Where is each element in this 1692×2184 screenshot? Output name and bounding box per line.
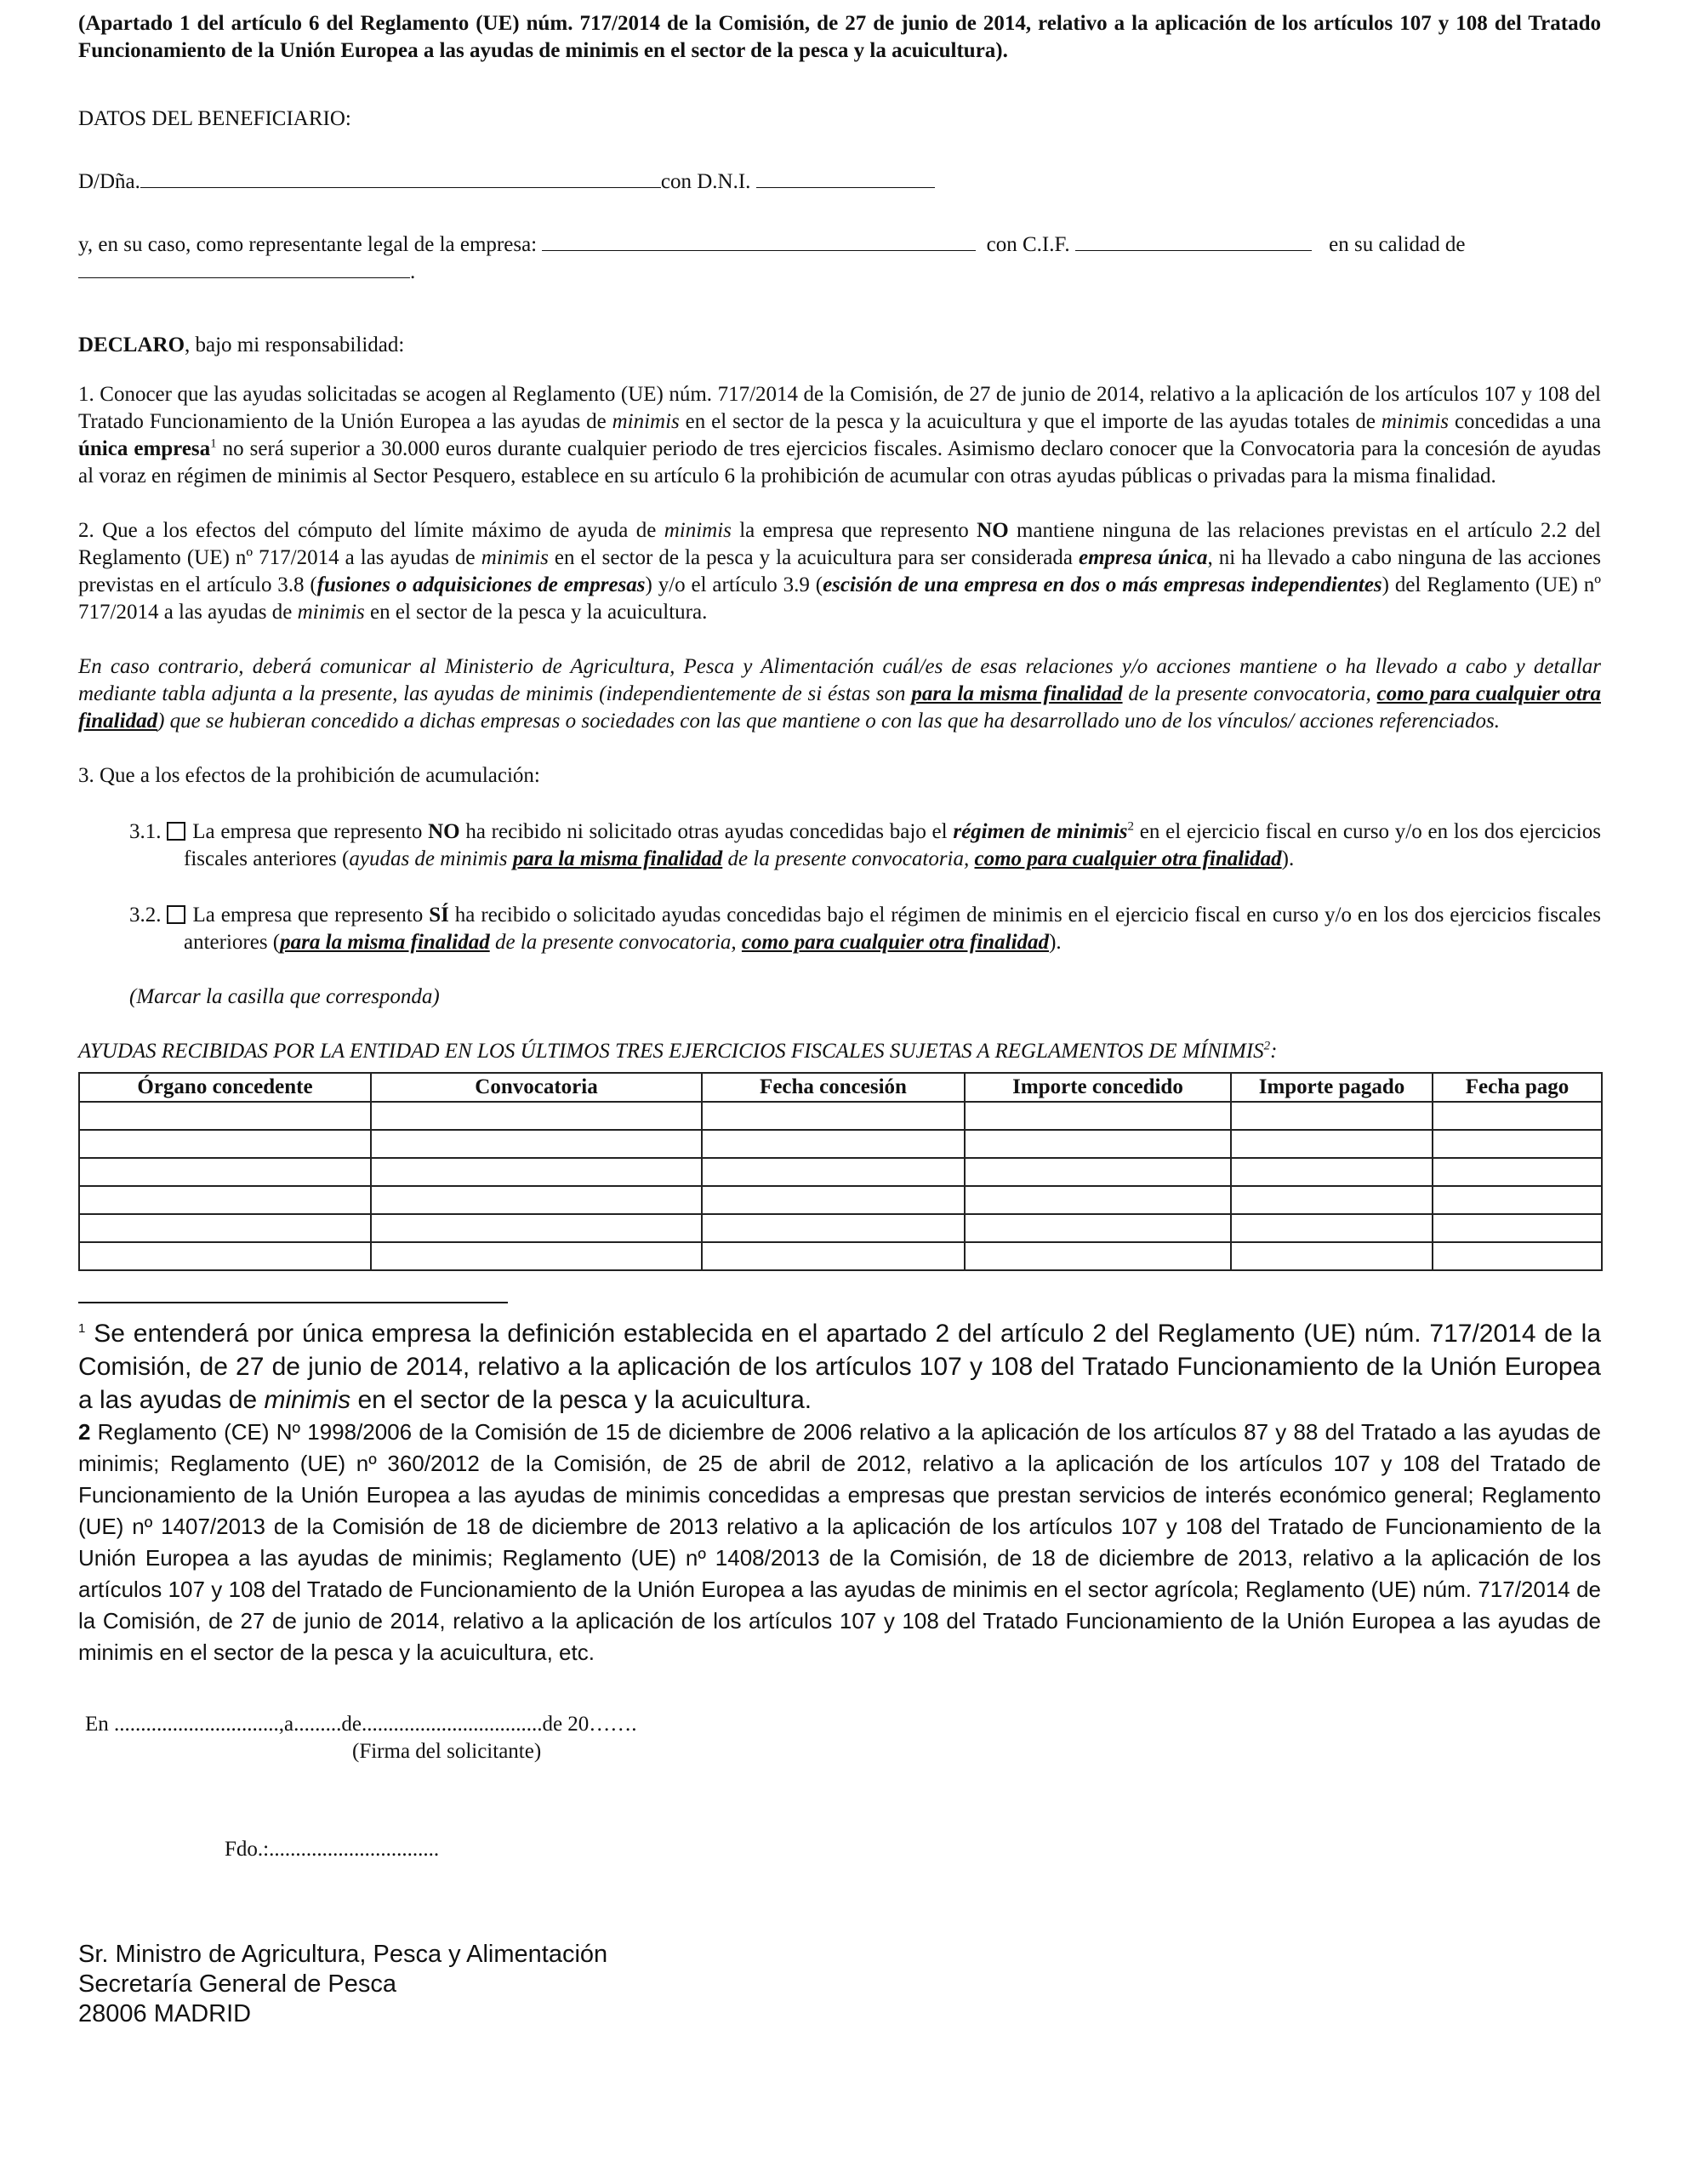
address-line-2: Secretaría General de Pesca	[78, 1970, 396, 1998]
option-3-1	[78, 818, 1601, 873]
footnote-1-text-b: en el sector de la pesca y la acuicultura.	[350, 1386, 812, 1414]
p2b-text-c: ) que se hubieran concedido a dichas empresas o sociedades con las que mantiene o con las que ha desarrollado uno de los vínculos/ acciones referenciados.	[157, 710, 1501, 733]
declaration-point-3: 3. Que a los efectos de la prohibición de acumulación:	[78, 764, 540, 787]
table-cell[interactable]	[371, 1102, 702, 1130]
table-cell[interactable]	[1231, 1158, 1433, 1186]
table-row	[79, 1130, 1602, 1158]
p2-text-a: 2. Que a los efectos del cómputo del límite máximo de ayuda de	[78, 519, 664, 542]
footnote-1-minimis: minimis	[264, 1386, 351, 1414]
p2-minimis-2: minimis	[481, 546, 549, 569]
p1-text-b: en el sector de la pesca y la acuicultura y que el importe de las ayudas totales de	[679, 410, 1382, 433]
p32-text-c: de la presente convocatoria,	[489, 931, 742, 954]
beneficiary-name-line	[78, 168, 1601, 196]
fdo-line: Fdo.:................................	[225, 1838, 440, 1861]
footnote-1	[78, 1317, 1601, 1417]
declaro-line	[78, 332, 1601, 359]
table-cell[interactable]	[371, 1158, 702, 1186]
p1-minimis-2: minimis	[1381, 410, 1450, 433]
p31-footnote-ref: 2	[1127, 819, 1135, 834]
p2-text-d: en el sector de la pesca y la acuicultura para ser considerada	[548, 546, 1080, 569]
aid-table-title-text: AYUDAS RECIBIDAS POR LA ENTIDAD EN LOS ÚLTIMOS TRES EJERCICIOS FISCALES SUJETAS A REGLAMENTOS DE MÍNIMIS	[78, 1040, 1264, 1063]
place-date-line: En ...............................,a.........de..................................de 20…….	[85, 1713, 637, 1736]
p2-text-h: en el sector de la pesca y la acuicultura.	[364, 601, 708, 624]
table-cell[interactable]	[965, 1242, 1231, 1270]
table-cell[interactable]	[79, 1130, 371, 1158]
cif-field[interactable]	[1075, 231, 1312, 251]
name-field[interactable]	[140, 168, 661, 188]
table-row	[79, 1242, 1602, 1270]
table-cell[interactable]	[965, 1186, 1231, 1214]
calidad-label: en su calidad de	[1329, 233, 1466, 256]
table-cell[interactable]	[1231, 1242, 1433, 1270]
option-3-1-checkbox[interactable]	[167, 822, 185, 841]
header-fecha-pago: Fecha pago	[1433, 1073, 1602, 1102]
p32-text-b: ha recibido o solicitado ayudas concedidas bajo el régimen de minimis en el ejercicio fiscal en curso y/o en los dos ejercicios fiscales anteriores (	[184, 904, 1602, 954]
table-cell[interactable]	[1433, 1158, 1602, 1186]
p32-text-a: La empresa que represento	[192, 904, 430, 927]
declaro-rest: , bajo mi responsabilidad:	[185, 334, 405, 356]
aid-table-title	[78, 1038, 1601, 1065]
p31-otra-finalidad: como para cualquier otra finalidad	[974, 847, 1282, 870]
p2-minimis-1: minimis	[664, 519, 732, 542]
table-cell[interactable]	[1231, 1102, 1433, 1130]
dni-field[interactable]	[756, 168, 935, 188]
p32-si: SÍ	[429, 904, 449, 927]
table-cell[interactable]	[1433, 1102, 1602, 1130]
p2-text-b: la empresa que represento	[731, 519, 977, 542]
table-cell[interactable]	[1231, 1186, 1433, 1214]
table-cell[interactable]	[702, 1214, 965, 1242]
table-cell[interactable]	[965, 1214, 1231, 1242]
declaration-point-2-contrary	[78, 653, 1601, 735]
footnote-1-number: 1	[78, 1321, 86, 1336]
beneficiary-heading: DATOS DEL BENEFICIARIO:	[78, 107, 351, 130]
representative-label: y, en su caso, como representante legal de la empresa:	[78, 233, 538, 256]
table-cell[interactable]	[371, 1186, 702, 1214]
p31-text-f: ).	[1281, 847, 1295, 870]
table-cell[interactable]	[79, 1158, 371, 1186]
option-3-2	[78, 902, 1601, 956]
p2b-text-a: En caso contrario, deberá comunicar al Ministerio de Agricultura, Pesca y Alimentación cuál/es de esas relaciones y/o acciones mantiene o ha llevado a cabo y detallar mediante tabla adjunta a la presente, las ayudas de minimis (independientemente de si éstas son	[78, 655, 1601, 705]
header-organo: Órgano concedente	[79, 1073, 371, 1102]
p1-minimis-1: minimis	[612, 410, 680, 433]
p2-minimis-3: minimis	[297, 601, 365, 624]
declaration-point-2	[78, 517, 1601, 626]
aid-table-title-end: :	[1270, 1040, 1278, 1063]
p2-text-g: ) del Reglamento (UE) nº 717/2014 a las ayudas de	[78, 573, 1601, 624]
p31-text-a: La empresa que represento	[192, 820, 429, 843]
table-cell[interactable]	[965, 1102, 1231, 1130]
p2-escision: escisión de una empresa en dos o más empresas independientes	[823, 573, 1382, 596]
table-row	[79, 1158, 1602, 1186]
p1-unica-empresa: única empresa	[78, 437, 211, 460]
p2b-text-b: de la presente convocatoria,	[1122, 682, 1377, 705]
aid-table	[78, 1072, 1603, 1271]
recipient-address	[78, 1940, 1601, 2029]
table-row	[79, 1186, 1602, 1214]
p31-text-d: ayudas de minimis	[349, 847, 513, 870]
header-fecha-concesion: Fecha concesión	[702, 1073, 965, 1102]
p32-otra-finalidad: como para cualquier otra finalidad	[741, 931, 1050, 954]
representative-line	[78, 231, 1601, 259]
p31-text-b: ha recibido ni solicitado otras ayudas concedidas bajo el	[459, 820, 954, 843]
p32-text-d: ).	[1049, 931, 1062, 954]
table-cell[interactable]	[79, 1186, 371, 1214]
table-cell[interactable]	[702, 1102, 965, 1130]
p1-text-c: concedidas a una	[1449, 410, 1601, 433]
p1-text-a: 1. Conocer que las ayudas solicitadas se acogen al Reglamento (UE) núm. 717/2014 de la Comisión, de 27 de junio de 2014, relativo a la aplicación de los artículos 107 y 108 del Tratado Funcionamiento de la Unión Europea a las ayudas de	[78, 383, 1601, 433]
address-line-1: Sr. Ministro de Agricultura, Pesca y Alimentación	[78, 1941, 608, 1968]
table-cell[interactable]	[702, 1186, 965, 1214]
declaration-point-1	[78, 381, 1601, 490]
signature-caption: (Firma del solicitante)	[352, 1740, 542, 1763]
declaro-bold: DECLARO	[78, 334, 185, 356]
table-cell[interactable]	[1433, 1214, 1602, 1242]
header-importe-concedido: Importe concedido	[965, 1073, 1231, 1102]
table-cell[interactable]	[965, 1130, 1231, 1158]
mark-instruction: (Marcar la casilla que corresponda)	[129, 985, 440, 1008]
p1-footnote-ref: 1	[210, 436, 217, 451]
footnote-2-number: 2	[78, 1419, 91, 1445]
intro-paragraph: (Apartado 1 del artículo 6 del Reglamento (UE) núm. 717/2014 de la Comisión, de 27 de junio de 2014, relativo a la aplicación de los artículos 107 y 108 del Tratado Funcionamiento de la Unión Europea a las ayudas de minimis en el sector de la pesca y la acuicultura).	[78, 12, 1601, 62]
option-3-2-checkbox[interactable]	[167, 905, 185, 924]
header-convocatoria: Convocatoria	[371, 1073, 702, 1102]
p2-empresa-unica: empresa única	[1079, 546, 1208, 569]
table-cell[interactable]	[702, 1130, 965, 1158]
p2-no: NO	[977, 519, 1009, 542]
aid-table-header-row	[79, 1073, 1602, 1102]
option-3-2-number: 3.2.	[129, 904, 162, 927]
p31-text-c: en el ejercicio fiscal en curso y/o en los dos ejercicios fiscales anteriores (	[184, 820, 1601, 870]
p31-misma-finalidad: para la misma finalidad	[512, 847, 723, 870]
table-cell[interactable]	[371, 1130, 702, 1158]
p31-text-e: de la presente convocatoria,	[722, 847, 975, 870]
p2b-otra-finalidad: como para cualquier otra finalidad	[78, 682, 1601, 733]
table-cell[interactable]	[1231, 1214, 1433, 1242]
cif-label: con C.I.F.	[986, 233, 1070, 256]
p2-text-c: mantiene ninguna de las relaciones previstas en el artículo 2.2 del Reglamento (UE) nº 717/2014 a las ayudas de	[78, 519, 1601, 569]
table-cell[interactable]	[371, 1242, 702, 1270]
table-row	[79, 1214, 1602, 1242]
p2-text-e: , ni ha llevado a cabo ninguna de las acciones previstas en el artículo 3.8 (	[78, 546, 1602, 596]
footnote-2-text: Reglamento (CE) Nº 1998/2006 de la Comisión de 15 de diciembre de 2006 relativo a la aplicación de los artículos 87 y 88 del Tratado a las ayudas de minimis; Reglamento (UE) nº 360/2012 de la Comisión, de 25 de abril de 2012, relativo a la aplicación de los artículos 107 y 108 del Tratado de Funcionamiento de la Unión Europea a las ayudas de minimis concedidas a empresas que prestan servicios de interés económico general; Reglamento (UE) nº 1407/2013 de la Comisión de 18 de diciembre de 2013 relativo a la aplicación de los artículos 107 y 108 del Tratado de Funcionamiento de la Unión Europea a las ayudas de minimis; Reglamento (UE) nº 1408/2013 de la Comisión, de 18 de diciembre de 2013, relativo a la aplicación de los artículos 107 y 108 del Tratado de Funcionamiento de la Unión Europea a las ayudas de minimis en el sector agrícola; Reglamento (UE) núm. 717/2014 de la Comisión, de 27 de junio de 2014, relativo a la aplicación de los artículos 107 y 108 del Tratado Funcionamiento de la Unión Europea a las ayudas de minimis en el sector de la pesca y la acuicultura, etc.	[78, 1419, 1601, 1665]
footnote-1-text-a: Se entenderá por única empresa la definición establecida en el apartado 2 del artículo 2 del Reglamento (UE) núm. 717/2014 de la Comisión, de 27 de junio de 2014, relativo a la aplicación de los artículos 107 y 108 del Tratado Funcionamiento de la Unión Europea a las ayudas de	[78, 1320, 1601, 1414]
table-row	[79, 1102, 1602, 1130]
aid-table-footnote-ref: 2	[1263, 1039, 1271, 1053]
table-cell[interactable]	[79, 1214, 371, 1242]
calidad-end: .	[410, 260, 416, 283]
name-label: D/Dña.	[78, 170, 140, 193]
table-cell[interactable]	[1433, 1242, 1602, 1270]
option-3-1-number: 3.1.	[129, 820, 162, 843]
table-cell[interactable]	[371, 1214, 702, 1242]
table-cell[interactable]	[702, 1158, 965, 1186]
p32-misma-finalidad: para la misma finalidad	[280, 931, 490, 954]
aid-table-body	[79, 1102, 1602, 1270]
address-line-3: 28006 MADRID	[78, 2000, 252, 2027]
p2b-misma-finalidad: para la misma finalidad	[911, 682, 1123, 705]
p1-text-d: no será superior a 30.000 euros durante cualquier periodo de tres ejercicios fiscales. Asimismo declaro conocer que la Convocatoria para la concesión de ayudas al voraz en régimen de minimis al Sector Pesquero, establece en su artículo 6 la prohibición de acumular con otras ayudas públicas o privadas para la misma finalidad.	[78, 437, 1601, 488]
calidad-line	[78, 259, 1601, 286]
p31-regimen: régimen de minimis	[953, 820, 1128, 843]
table-cell[interactable]	[79, 1102, 371, 1130]
document-page	[78, 10, 1601, 2029]
table-cell[interactable]	[79, 1242, 371, 1270]
table-cell[interactable]	[702, 1242, 965, 1270]
dni-label: con D.N.I.	[660, 170, 751, 193]
footnote-2	[78, 1417, 1601, 1668]
calidad-field[interactable]	[78, 259, 410, 278]
p31-no: NO	[428, 820, 460, 843]
footnote-separator	[78, 1302, 508, 1303]
table-cell[interactable]	[1433, 1130, 1602, 1158]
p2-fusiones: fusiones o adquisiciones de empresas	[316, 573, 646, 596]
table-cell[interactable]	[1433, 1186, 1602, 1214]
header-importe-pagado: Importe pagado	[1231, 1073, 1433, 1102]
table-cell[interactable]	[965, 1158, 1231, 1186]
table-cell[interactable]	[1231, 1130, 1433, 1158]
company-field[interactable]	[542, 231, 976, 251]
p2-text-f: ) y/o el artículo 3.9 (	[645, 573, 823, 596]
